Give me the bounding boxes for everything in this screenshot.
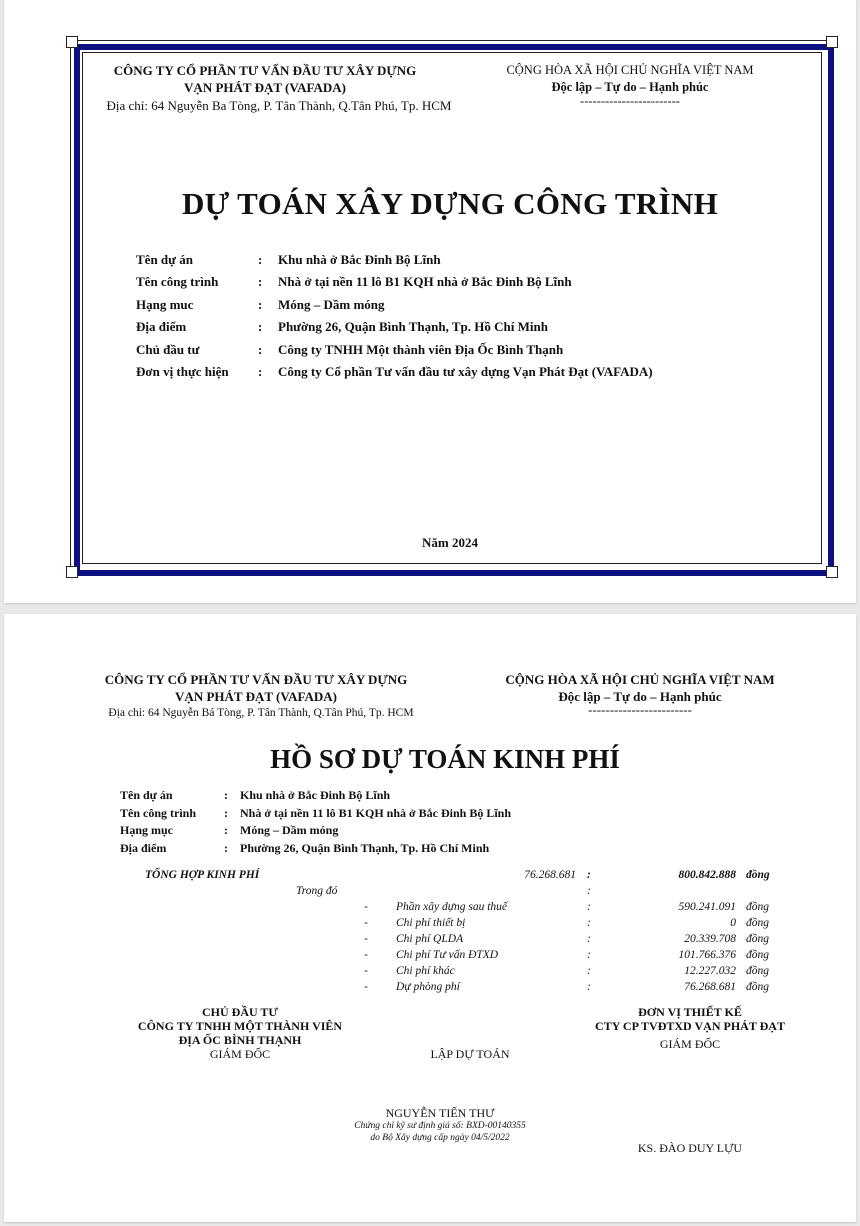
cost-item-value: 76.268.681 (684, 981, 736, 993)
cost-total-value: 800.842.888 (678, 869, 736, 881)
signature-org: ĐỊA ỐC BÌNH THẠNH (178, 1033, 302, 1047)
estimator-signature (340, 1106, 540, 1144)
info-row-project: Tên dự án : Khu nhà ở Bắc Đinh Bộ Lĩnh (136, 252, 653, 274)
cost-total-label: TỔNG HỢP KINH PHÍ (145, 869, 260, 881)
signature-title: LẬP DỰ TOÁN (430, 1047, 510, 1061)
info-row-project: Tên dự án : Khu nhà ở Bắc Đinh Bộ Lĩnh (120, 788, 511, 806)
frame-corner-ornament (66, 566, 78, 578)
republic-name: CỘNG HÒA XÃ HỘI CHỦ NGHĨA VIỆT NAM (506, 63, 754, 77)
frame-corner-ornament (826, 566, 838, 578)
cost-item-row: - Chi phí thiết bị : 0 đồng (364, 917, 769, 929)
cost-total-row: TỔNG HỢP KINH PHÍ 76.268.681 : 800.842.888 đồng (145, 869, 770, 881)
cost-item-label: Phần xây dựng sau thuế (396, 901, 508, 913)
info-row-category: Hạng muc : Móng – Dầm móng (136, 297, 653, 319)
cost-item-value: 590.241.091 (678, 901, 736, 913)
info-row-contractor: Đơn vị thực hiện : Công ty Cổ phần Tư vấn đầu tư xây dựng Vạn Phát Đạt (VAFADA) (136, 364, 653, 386)
frame-corner-ornament (66, 36, 78, 48)
info-row-location: Địa điểm : Phường 26, Quận Bình Thạnh, Tp. Hồ Chí Minh (120, 841, 511, 859)
cost-item-label: Chi phí QLDA (396, 933, 464, 945)
certificate-number: Chứng chỉ kỹ sư định giá số: BXD-00140355 (354, 1121, 526, 1131)
info-value: Nhà ở tại nền 11 lô B1 KQH nhà ở Bắc Đinh Bộ Lĩnh (278, 274, 572, 290)
info-label: Tên công trình (136, 274, 219, 290)
signature-org: CÔNG TY TNHH MỘT THÀNH VIÊN (137, 1019, 343, 1033)
info-label: Chủ đầu tư (136, 341, 200, 357)
company-name-line1: CÔNG TY CỔ PHẦN TƯ VẤN ĐẦU TƯ XÂY DỰNG (113, 63, 417, 78)
cost-item-value: 20.339.708 (684, 933, 736, 945)
info-value: Móng – Dầm móng (278, 296, 385, 312)
cost-item-value: 12.227.032 (684, 965, 736, 977)
company-address: Địa chỉ: 64 Nguyễn Ba Tòng, P. Tân Thành, Q.Tân Phú, Tp. HCM (106, 98, 452, 113)
cost-item-row: - Chi phí khác : 12.227.032 đồng (364, 965, 769, 977)
cost-total-side-value: 76.268.681 (524, 869, 576, 881)
cost-unit: đồng (746, 869, 770, 881)
info-row-work: Tên công trình : Nhà ở tại nền 11 lô B1 KQH nhà ở Bắc Đinh Bộ Lĩnh (120, 806, 511, 824)
republic-header (470, 62, 790, 106)
info-value: Nhà ở tại nền 11 lô B1 KQH nhà ở Bắc Đinh Bộ Lĩnh (240, 805, 512, 820)
signer-name: NGUYỄN TIẾN THƯ (385, 1106, 495, 1120)
cost-item-row: - Phần xây dựng sau thuế : 590.241.091 đồng (364, 901, 769, 913)
company-header (90, 62, 440, 96)
signature-title: GIÁM ĐỐC (209, 1047, 271, 1061)
info-label: Địa điểm (136, 319, 187, 335)
info-value: Khu nhà ở Bắc Đinh Bộ Lĩnh (278, 252, 441, 267)
cost-item-row: - Chi phí QLDA : 20.339.708 đồng (364, 933, 769, 945)
info-label: Hạng mục (120, 823, 174, 837)
company-name-line2: VẠN PHÁT ĐẠT (VAFADA) (184, 80, 346, 95)
info-label: Tên công trình (120, 805, 197, 820)
header-divider: ------------------------ (580, 94, 680, 108)
info-label: Đơn vị thực hiện (136, 363, 229, 379)
company-address: Địa chỉ: 64 Nguyễn Bá Tòng, P. Tân Thành, Q.Tân Phú, Tp. HCM (108, 707, 414, 719)
certificate-issuer: do Bộ Xây dựng cấp ngày 04/5/2022 (370, 1133, 510, 1143)
signer-name: KS. ĐÀO DUY LỰU (637, 1141, 743, 1155)
signature-role: ĐƠN VỊ THIẾT KẾ (638, 1005, 742, 1019)
info-label: Tên dự án (120, 788, 173, 802)
signature-block-estimator (370, 1047, 570, 1061)
frame-corner-ornament (826, 36, 838, 48)
signature-block-designer (580, 1005, 800, 1051)
cost-breakdown-header: Trong đó : (296, 885, 591, 897)
project-info (136, 252, 653, 386)
cost-item-row: - Chi phí Tư vấn ĐTXD : 101.766.376 đồng (364, 949, 769, 961)
document-title: HỒ SƠ DỰ TOÁN KINH PHÍ (270, 744, 620, 774)
cost-item-label: Dự phòng phí (396, 981, 460, 993)
national-motto: Độc lập – Tự do – Hạnh phúc (551, 80, 709, 94)
cost-item-row: - Dự phòng phí : 76.268.681 đồng (364, 981, 769, 993)
cost-item-label: Chi phí khác (396, 965, 455, 977)
cost-item-value: 0 (730, 917, 736, 929)
company-name-line2: VẠN PHÁT ĐẠT (VAFADA) (175, 689, 337, 704)
info-row-category: Hạng mục : Móng – Dầm móng (120, 823, 511, 841)
info-label: Hạng muc (136, 296, 194, 312)
project-info (120, 788, 511, 858)
company-header (86, 671, 426, 705)
document-title: DỰ TOÁN XÂY DỰNG CÔNG TRÌNH (182, 186, 718, 221)
info-value: Phường 26, Quận Bình Thạnh, Tp. Hồ Chí Minh (240, 840, 490, 855)
info-label: Địa điểm (120, 840, 167, 855)
cost-item-label: Chi phí Tư vấn ĐTXD (396, 949, 499, 961)
national-motto: Độc lập – Tự do – Hạnh phúc (558, 689, 722, 704)
document-year: Năm 2024 (422, 535, 478, 550)
cost-item-label: Chi phí thiết bị (396, 917, 466, 929)
signature-org: CTY CP TVĐTXD VẠN PHÁT ĐẠT (595, 1019, 785, 1033)
republic-header (490, 671, 790, 715)
info-value: Phường 26, Quận Bình Thạnh, Tp. Hồ Chí Minh (278, 319, 548, 335)
company-name-line1: CÔNG TY CỔ PHẦN TƯ VẤN ĐẦU TƯ XÂY DỰNG (104, 672, 408, 687)
signature-block-owner (120, 1005, 360, 1061)
info-value: Công ty TNHH Một thành viên Địa Ốc Bình Thạnh (278, 341, 564, 357)
info-value: Khu nhà ở Bắc Đinh Bộ Lĩnh (240, 788, 391, 802)
info-value: Móng – Dầm móng (240, 823, 339, 837)
header-divider: ------------------------ (588, 702, 692, 717)
info-value: Công ty Cổ phần Tư vấn đầu tư xây dựng Vạn Phát Đạt (VAFADA) (278, 363, 653, 379)
signature-role: CHỦ ĐẦU TƯ (201, 1005, 278, 1019)
info-row-location: Địa điểm : Phường 26, Quận Bình Thạnh, Tp. Hồ Chí Minh (136, 319, 653, 341)
info-row-investor: Chủ đầu tư : Công ty TNHH Một thành viên Địa Ốc Bình Thạnh (136, 342, 653, 364)
signature-title: GIÁM ĐỐC (659, 1037, 721, 1051)
breakdown-label: Trong đó (296, 885, 338, 897)
info-label: Tên dự án (136, 252, 193, 267)
info-row-work: Tên công trình : Nhà ở tại nền 11 lô B1 KQH nhà ở Bắc Đinh Bộ Lĩnh (136, 274, 653, 296)
cost-item-value: 101.766.376 (678, 949, 736, 961)
republic-name: CỘNG HÒA XÃ HỘI CHỦ NGHĨA VIỆT NAM (505, 672, 775, 687)
